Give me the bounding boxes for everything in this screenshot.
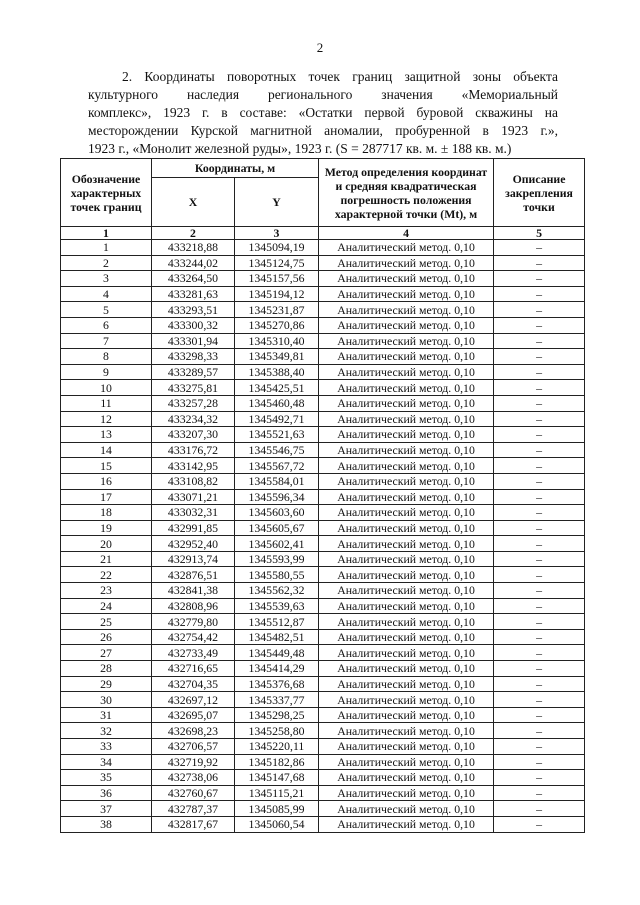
page-number: 2 bbox=[316, 40, 324, 55]
description-cell: – bbox=[494, 707, 585, 723]
method-cell: Аналитический метод. 0,10 bbox=[319, 723, 494, 739]
description-cell: – bbox=[494, 442, 585, 458]
y-coordinate-cell: 1345337,77 bbox=[235, 692, 319, 708]
x-coordinate-cell: 432706,57 bbox=[152, 739, 235, 755]
x-coordinate-cell: 432991,85 bbox=[152, 520, 235, 536]
intro-paragraph bbox=[88, 68, 558, 158]
description-cell: – bbox=[494, 739, 585, 755]
method-cell: Аналитический метод. 0,10 bbox=[319, 473, 494, 489]
point-number-cell: 7 bbox=[61, 333, 152, 349]
method-cell: Аналитический метод. 0,10 bbox=[319, 785, 494, 801]
header-method: Метод определения координат и средняя квадратическая погрешность положения характерной точки (Mt), м bbox=[319, 159, 494, 227]
y-coordinate-cell: 1345388,40 bbox=[235, 364, 319, 380]
method-cell: Аналитический метод. 0,10 bbox=[319, 333, 494, 349]
y-coordinate-cell: 1345231,87 bbox=[235, 302, 319, 318]
point-number-cell: 37 bbox=[61, 801, 152, 817]
x-coordinate-cell: 433176,72 bbox=[152, 442, 235, 458]
intro-line: комплекс», 1923 г. в составе: «Остатки первой буровой скважины на bbox=[88, 105, 558, 120]
point-number-cell: 28 bbox=[61, 661, 152, 677]
table-row bbox=[61, 411, 585, 427]
description-cell: – bbox=[494, 364, 585, 380]
table-body bbox=[61, 240, 585, 833]
x-coordinate-cell: 433281,63 bbox=[152, 286, 235, 302]
method-cell: Аналитический метод. 0,10 bbox=[319, 676, 494, 692]
method-cell: Аналитический метод. 0,10 bbox=[319, 364, 494, 380]
x-coordinate-cell: 433264,50 bbox=[152, 271, 235, 287]
y-coordinate-cell: 1345094,19 bbox=[235, 240, 319, 256]
method-cell: Аналитический метод. 0,10 bbox=[319, 489, 494, 505]
x-coordinate-cell: 432760,67 bbox=[152, 785, 235, 801]
table-row bbox=[61, 614, 585, 630]
intro-line: культурного наследия регионального значения «Мемориальный bbox=[88, 87, 558, 102]
table-row bbox=[61, 536, 585, 552]
column-number: 1 bbox=[61, 227, 152, 240]
header-point-designation: Обозначение характерных точек границ bbox=[61, 159, 152, 227]
description-cell: – bbox=[494, 520, 585, 536]
point-number-cell: 3 bbox=[61, 271, 152, 287]
description-cell: – bbox=[494, 645, 585, 661]
table-row bbox=[61, 458, 585, 474]
point-number-cell: 22 bbox=[61, 567, 152, 583]
intro-line: 1923 г., «Монолит железной руды», 1923 г. (S = 287717 кв. м. ± 188 кв. м.) bbox=[88, 141, 512, 156]
x-coordinate-cell: 432695,07 bbox=[152, 707, 235, 723]
y-coordinate-cell: 1345258,80 bbox=[235, 723, 319, 739]
description-cell: – bbox=[494, 473, 585, 489]
table-row bbox=[61, 801, 585, 817]
description-cell: – bbox=[494, 458, 585, 474]
column-number-row bbox=[61, 227, 585, 240]
description-cell: – bbox=[494, 302, 585, 318]
x-coordinate-cell: 433071,21 bbox=[152, 489, 235, 505]
method-cell: Аналитический метод. 0,10 bbox=[319, 551, 494, 567]
y-coordinate-cell: 1345521,63 bbox=[235, 427, 319, 443]
x-coordinate-cell: 433108,82 bbox=[152, 473, 235, 489]
table-row bbox=[61, 520, 585, 536]
x-coordinate-cell: 433032,31 bbox=[152, 505, 235, 521]
point-number-cell: 38 bbox=[61, 816, 152, 832]
x-coordinate-cell: 432738,06 bbox=[152, 770, 235, 786]
description-cell: – bbox=[494, 271, 585, 287]
y-coordinate-cell: 1345562,32 bbox=[235, 583, 319, 599]
description-cell: – bbox=[494, 505, 585, 521]
description-cell: – bbox=[494, 240, 585, 256]
point-number-cell: 9 bbox=[61, 364, 152, 380]
y-coordinate-cell: 1345115,21 bbox=[235, 785, 319, 801]
method-cell: Аналитический метод. 0,10 bbox=[319, 770, 494, 786]
y-coordinate-cell: 1345602,41 bbox=[235, 536, 319, 552]
method-cell: Аналитический метод. 0,10 bbox=[319, 317, 494, 333]
method-cell: Аналитический метод. 0,10 bbox=[319, 739, 494, 755]
description-cell: – bbox=[494, 614, 585, 630]
x-coordinate-cell: 433293,51 bbox=[152, 302, 235, 318]
method-cell: Аналитический метод. 0,10 bbox=[319, 349, 494, 365]
table-row bbox=[61, 271, 585, 287]
point-number-cell: 12 bbox=[61, 411, 152, 427]
y-coordinate-cell: 1345605,67 bbox=[235, 520, 319, 536]
description-cell: – bbox=[494, 770, 585, 786]
y-coordinate-cell: 1345349,81 bbox=[235, 349, 319, 365]
y-coordinate-cell: 1345482,51 bbox=[235, 629, 319, 645]
description-cell: – bbox=[494, 395, 585, 411]
method-cell: Аналитический метод. 0,10 bbox=[319, 692, 494, 708]
x-coordinate-cell: 432733,49 bbox=[152, 645, 235, 661]
x-coordinate-cell: 433142,95 bbox=[152, 458, 235, 474]
x-coordinate-cell: 433218,88 bbox=[152, 240, 235, 256]
point-number-cell: 10 bbox=[61, 380, 152, 396]
description-cell: – bbox=[494, 598, 585, 614]
description-cell: – bbox=[494, 333, 585, 349]
point-number-cell: 23 bbox=[61, 583, 152, 599]
method-cell: Аналитический метод. 0,10 bbox=[319, 567, 494, 583]
method-cell: Аналитический метод. 0,10 bbox=[319, 240, 494, 256]
table-row bbox=[61, 567, 585, 583]
point-number-cell: 8 bbox=[61, 349, 152, 365]
point-number-cell: 17 bbox=[61, 489, 152, 505]
y-coordinate-cell: 1345584,01 bbox=[235, 473, 319, 489]
x-coordinate-cell: 433289,57 bbox=[152, 364, 235, 380]
description-cell: – bbox=[494, 411, 585, 427]
x-coordinate-cell: 433234,32 bbox=[152, 411, 235, 427]
y-coordinate-cell: 1345310,40 bbox=[235, 333, 319, 349]
table-row bbox=[61, 349, 585, 365]
x-coordinate-cell: 432952,40 bbox=[152, 536, 235, 552]
intro-line: 2. Координаты поворотных точек границ защитной зоны объекта bbox=[122, 69, 558, 84]
point-number-cell: 27 bbox=[61, 645, 152, 661]
description-cell: – bbox=[494, 255, 585, 271]
table-row bbox=[61, 661, 585, 677]
description-cell: – bbox=[494, 551, 585, 567]
x-coordinate-cell: 433301,94 bbox=[152, 333, 235, 349]
method-cell: Аналитический метод. 0,10 bbox=[319, 395, 494, 411]
point-number-cell: 2 bbox=[61, 255, 152, 271]
method-cell: Аналитический метод. 0,10 bbox=[319, 302, 494, 318]
x-coordinate-cell: 433207,30 bbox=[152, 427, 235, 443]
header-coordinates: Координаты, м bbox=[152, 159, 319, 178]
point-number-cell: 32 bbox=[61, 723, 152, 739]
table-row bbox=[61, 255, 585, 271]
method-cell: Аналитический метод. 0,10 bbox=[319, 598, 494, 614]
point-number-cell: 15 bbox=[61, 458, 152, 474]
description-cell: – bbox=[494, 286, 585, 302]
table-row bbox=[61, 770, 585, 786]
point-number-cell: 16 bbox=[61, 473, 152, 489]
description-cell: – bbox=[494, 801, 585, 817]
description-cell: – bbox=[494, 676, 585, 692]
method-cell: Аналитический метод. 0,10 bbox=[319, 255, 494, 271]
x-coordinate-cell: 432697,12 bbox=[152, 692, 235, 708]
x-coordinate-cell: 433257,28 bbox=[152, 395, 235, 411]
method-cell: Аналитический метод. 0,10 bbox=[319, 427, 494, 443]
point-number-cell: 34 bbox=[61, 754, 152, 770]
x-coordinate-cell: 433300,32 bbox=[152, 317, 235, 333]
x-coordinate-cell: 432787,37 bbox=[152, 801, 235, 817]
y-coordinate-cell: 1345220,11 bbox=[235, 739, 319, 755]
x-coordinate-cell: 432841,38 bbox=[152, 583, 235, 599]
method-cell: Аналитический метод. 0,10 bbox=[319, 801, 494, 817]
header-x: X bbox=[152, 178, 235, 227]
description-cell: – bbox=[494, 583, 585, 599]
point-number-cell: 11 bbox=[61, 395, 152, 411]
x-coordinate-cell: 432876,51 bbox=[152, 567, 235, 583]
table-row bbox=[61, 317, 585, 333]
point-number-cell: 29 bbox=[61, 676, 152, 692]
header-y: Y bbox=[235, 178, 319, 227]
y-coordinate-cell: 1345182,86 bbox=[235, 754, 319, 770]
method-cell: Аналитический метод. 0,10 bbox=[319, 520, 494, 536]
table-row bbox=[61, 739, 585, 755]
method-cell: Аналитический метод. 0,10 bbox=[319, 614, 494, 630]
x-coordinate-cell: 432817,67 bbox=[152, 816, 235, 832]
table-row bbox=[61, 551, 585, 567]
x-coordinate-cell: 432716,65 bbox=[152, 661, 235, 677]
method-cell: Аналитический метод. 0,10 bbox=[319, 271, 494, 287]
point-number-cell: 33 bbox=[61, 739, 152, 755]
x-coordinate-cell: 432704,35 bbox=[152, 676, 235, 692]
y-coordinate-cell: 1345580,55 bbox=[235, 567, 319, 583]
table-row bbox=[61, 380, 585, 396]
table-row bbox=[61, 629, 585, 645]
table-row bbox=[61, 505, 585, 521]
table-row bbox=[61, 427, 585, 443]
method-cell: Аналитический метод. 0,10 bbox=[319, 645, 494, 661]
point-number-cell: 14 bbox=[61, 442, 152, 458]
description-cell: – bbox=[494, 816, 585, 832]
method-cell: Аналитический метод. 0,10 bbox=[319, 458, 494, 474]
y-coordinate-cell: 1345085,99 bbox=[235, 801, 319, 817]
x-coordinate-cell: 433275,81 bbox=[152, 380, 235, 396]
x-coordinate-cell: 432754,42 bbox=[152, 629, 235, 645]
description-cell: – bbox=[494, 567, 585, 583]
point-number-cell: 18 bbox=[61, 505, 152, 521]
table-row bbox=[61, 286, 585, 302]
y-coordinate-cell: 1345376,68 bbox=[235, 676, 319, 692]
point-number-cell: 13 bbox=[61, 427, 152, 443]
point-number-cell: 31 bbox=[61, 707, 152, 723]
y-coordinate-cell: 1345298,25 bbox=[235, 707, 319, 723]
method-cell: Аналитический метод. 0,10 bbox=[319, 536, 494, 552]
y-coordinate-cell: 1345449,48 bbox=[235, 645, 319, 661]
point-number-cell: 30 bbox=[61, 692, 152, 708]
column-number: 2 bbox=[152, 227, 235, 240]
table-row bbox=[61, 302, 585, 318]
x-coordinate-cell: 432719,92 bbox=[152, 754, 235, 770]
y-coordinate-cell: 1345593,99 bbox=[235, 551, 319, 567]
description-cell: – bbox=[494, 785, 585, 801]
intro-line: месторождении Курской магнитной аномалии, пробуренной в 1923 г.», bbox=[88, 123, 558, 138]
point-number-cell: 20 bbox=[61, 536, 152, 552]
point-number-cell: 35 bbox=[61, 770, 152, 786]
point-number-cell: 6 bbox=[61, 317, 152, 333]
table-row bbox=[61, 754, 585, 770]
point-number-cell: 19 bbox=[61, 520, 152, 536]
description-cell: – bbox=[494, 723, 585, 739]
y-coordinate-cell: 1345147,68 bbox=[235, 770, 319, 786]
y-coordinate-cell: 1345460,48 bbox=[235, 395, 319, 411]
table-row bbox=[61, 707, 585, 723]
coordinates-table bbox=[60, 158, 585, 833]
description-cell: – bbox=[494, 754, 585, 770]
method-cell: Аналитический метод. 0,10 bbox=[319, 583, 494, 599]
x-coordinate-cell: 432913,74 bbox=[152, 551, 235, 567]
point-number-cell: 4 bbox=[61, 286, 152, 302]
y-coordinate-cell: 1345414,29 bbox=[235, 661, 319, 677]
table-row bbox=[61, 333, 585, 349]
x-coordinate-cell: 432808,96 bbox=[152, 598, 235, 614]
table-row bbox=[61, 395, 585, 411]
method-cell: Аналитический метод. 0,10 bbox=[319, 411, 494, 427]
description-cell: – bbox=[494, 692, 585, 708]
y-coordinate-cell: 1345124,75 bbox=[235, 255, 319, 271]
table-row bbox=[61, 723, 585, 739]
column-number: 3 bbox=[235, 227, 319, 240]
y-coordinate-cell: 1345270,86 bbox=[235, 317, 319, 333]
header-description: Описание закрепления точки bbox=[494, 159, 585, 227]
method-cell: Аналитический метод. 0,10 bbox=[319, 380, 494, 396]
x-coordinate-cell: 433244,02 bbox=[152, 255, 235, 271]
description-cell: – bbox=[494, 427, 585, 443]
y-coordinate-cell: 1345567,72 bbox=[235, 458, 319, 474]
method-cell: Аналитический метод. 0,10 bbox=[319, 629, 494, 645]
point-number-cell: 5 bbox=[61, 302, 152, 318]
method-cell: Аналитический метод. 0,10 bbox=[319, 754, 494, 770]
y-coordinate-cell: 1345157,56 bbox=[235, 271, 319, 287]
table-row bbox=[61, 442, 585, 458]
description-cell: – bbox=[494, 629, 585, 645]
description-cell: – bbox=[494, 317, 585, 333]
y-coordinate-cell: 1345194,12 bbox=[235, 286, 319, 302]
y-coordinate-cell: 1345512,87 bbox=[235, 614, 319, 630]
table-row bbox=[61, 364, 585, 380]
x-coordinate-cell: 432698,23 bbox=[152, 723, 235, 739]
y-coordinate-cell: 1345596,34 bbox=[235, 489, 319, 505]
method-cell: Аналитический метод. 0,10 bbox=[319, 816, 494, 832]
description-cell: – bbox=[494, 380, 585, 396]
table-row bbox=[61, 583, 585, 599]
method-cell: Аналитический метод. 0,10 bbox=[319, 661, 494, 677]
column-number: 4 bbox=[319, 227, 494, 240]
column-number: 5 bbox=[494, 227, 585, 240]
table-row bbox=[61, 785, 585, 801]
table-row bbox=[61, 240, 585, 256]
table-row bbox=[61, 676, 585, 692]
description-cell: – bbox=[494, 349, 585, 365]
table-row bbox=[61, 692, 585, 708]
point-number-cell: 25 bbox=[61, 614, 152, 630]
point-number-cell: 36 bbox=[61, 785, 152, 801]
method-cell: Аналитический метод. 0,10 bbox=[319, 442, 494, 458]
description-cell: – bbox=[494, 536, 585, 552]
table-row bbox=[61, 473, 585, 489]
description-cell: – bbox=[494, 661, 585, 677]
x-coordinate-cell: 433298,33 bbox=[152, 349, 235, 365]
point-number-cell: 1 bbox=[61, 240, 152, 256]
point-number-cell: 24 bbox=[61, 598, 152, 614]
y-coordinate-cell: 1345603,60 bbox=[235, 505, 319, 521]
method-cell: Аналитический метод. 0,10 bbox=[319, 707, 494, 723]
point-number-cell: 26 bbox=[61, 629, 152, 645]
table-row bbox=[61, 598, 585, 614]
y-coordinate-cell: 1345492,71 bbox=[235, 411, 319, 427]
y-coordinate-cell: 1345060,54 bbox=[235, 816, 319, 832]
method-cell: Аналитический метод. 0,10 bbox=[319, 505, 494, 521]
table-row bbox=[61, 645, 585, 661]
method-cell: Аналитический метод. 0,10 bbox=[319, 286, 494, 302]
y-coordinate-cell: 1345425,51 bbox=[235, 380, 319, 396]
description-cell: – bbox=[494, 489, 585, 505]
table-row bbox=[61, 816, 585, 832]
point-number-cell: 21 bbox=[61, 551, 152, 567]
x-coordinate-cell: 432779,80 bbox=[152, 614, 235, 630]
y-coordinate-cell: 1345546,75 bbox=[235, 442, 319, 458]
y-coordinate-cell: 1345539,63 bbox=[235, 598, 319, 614]
table-row bbox=[61, 489, 585, 505]
